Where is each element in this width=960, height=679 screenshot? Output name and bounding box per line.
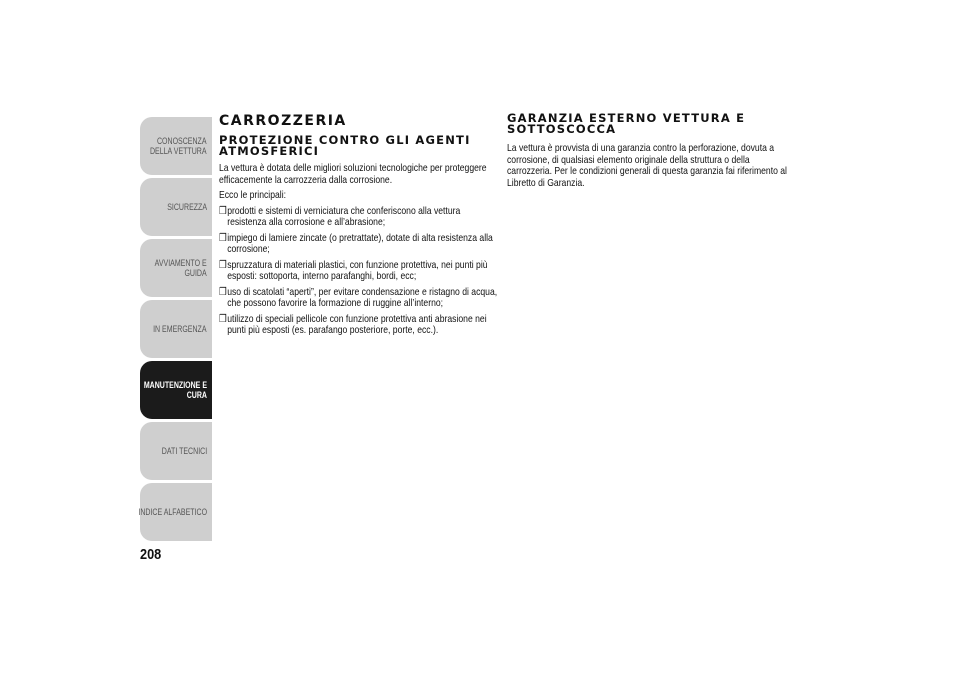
intro-paragraph: La vettura è dotata delle migliori soluzioni tecnologiche per proteggere efficacemente la carrozzeria dalla corrosione. (219, 162, 487, 186)
tab-label: CONOSCENZA DELLA VETTURA (150, 136, 207, 156)
tab-label: AVVIAMENTO E GUIDA (154, 258, 207, 278)
tab-label: INDICE ALFABETICO (138, 507, 207, 517)
tab-in-emergenza[interactable] (140, 300, 212, 358)
feature-list (219, 206, 499, 337)
checkbox-bullet-icon: ❒ (219, 285, 227, 298)
list-item: ❒ impiego di lamiere zincate (o pretrattate), dotate di alta resistenza alla corrosione; (219, 231, 493, 255)
list-item: ❒ spruzzatura di materiali plastici, con funzione protettiva, nei punti più esposti: sottoporta, interno parafanghi, bordi, ecc; (219, 258, 488, 282)
tab-label: SICUREZZA (167, 202, 207, 212)
checkbox-bullet-icon: ❒ (219, 312, 227, 325)
section-subtitle: PROTEZIONE CONTRO GLI AGENTI ATMOSFERICI (219, 133, 471, 158)
tab-manutenzione-e-cura[interactable] (140, 361, 212, 419)
checkbox-bullet-icon: ❒ (219, 231, 227, 244)
tab-label: IN EMERGENZA (153, 324, 207, 334)
tab-indice-alfabetico[interactable] (140, 483, 212, 541)
list-item: ❒ uso di scatolati “aperti”, per evitare condensazione e ristagno di acqua, che possono favorire la formazione di ruggine all’interno; (219, 285, 498, 309)
list-item: ❒ utilizzo di speciali pellicole con funzione protettiva anti abrasione nei punti più esposti (es. parafango posteriore, porte, ecc.). (219, 312, 487, 336)
tab-dati-tecnici[interactable] (140, 422, 212, 480)
tab-conoscenza-della-vettura[interactable] (140, 117, 212, 175)
left-column (219, 113, 499, 341)
tab-avviamento-e-guida[interactable] (140, 239, 212, 297)
right-body (507, 143, 787, 189)
checkbox-bullet-icon: ❒ (219, 258, 227, 271)
lead-paragraph: Ecco le principali: (219, 189, 286, 201)
page-number: 208 (140, 546, 162, 563)
section-tabs (140, 117, 212, 544)
list-item: ❒ prodotti e sistemi di verniciatura che conferiscono alla vettura resistenza alla corrosione e all’abrasione; (219, 204, 461, 228)
tab-label: MANUTENZIONE E CURA (143, 380, 207, 400)
tab-label: DATI TECNICI (161, 446, 207, 456)
section-title: CARROZZERIA (219, 113, 347, 129)
tab-sicurezza[interactable] (140, 178, 212, 236)
checkbox-bullet-icon: ❒ (219, 204, 227, 217)
warranty-title: GARANZIA ESTERNO VETTURA E SOTTOSCOCCA (507, 111, 746, 136)
right-column (507, 113, 787, 193)
left-body (219, 163, 499, 337)
warranty-paragraph: La vettura è provvista di una garanzia contro la perforazione, dovuta a corrosione, di qualsiasi elemento originale della struttura o della carrozzeria. Per le condizioni generali di questa garanzia fai riferimento al Libretto di Garanzia. (507, 142, 787, 189)
